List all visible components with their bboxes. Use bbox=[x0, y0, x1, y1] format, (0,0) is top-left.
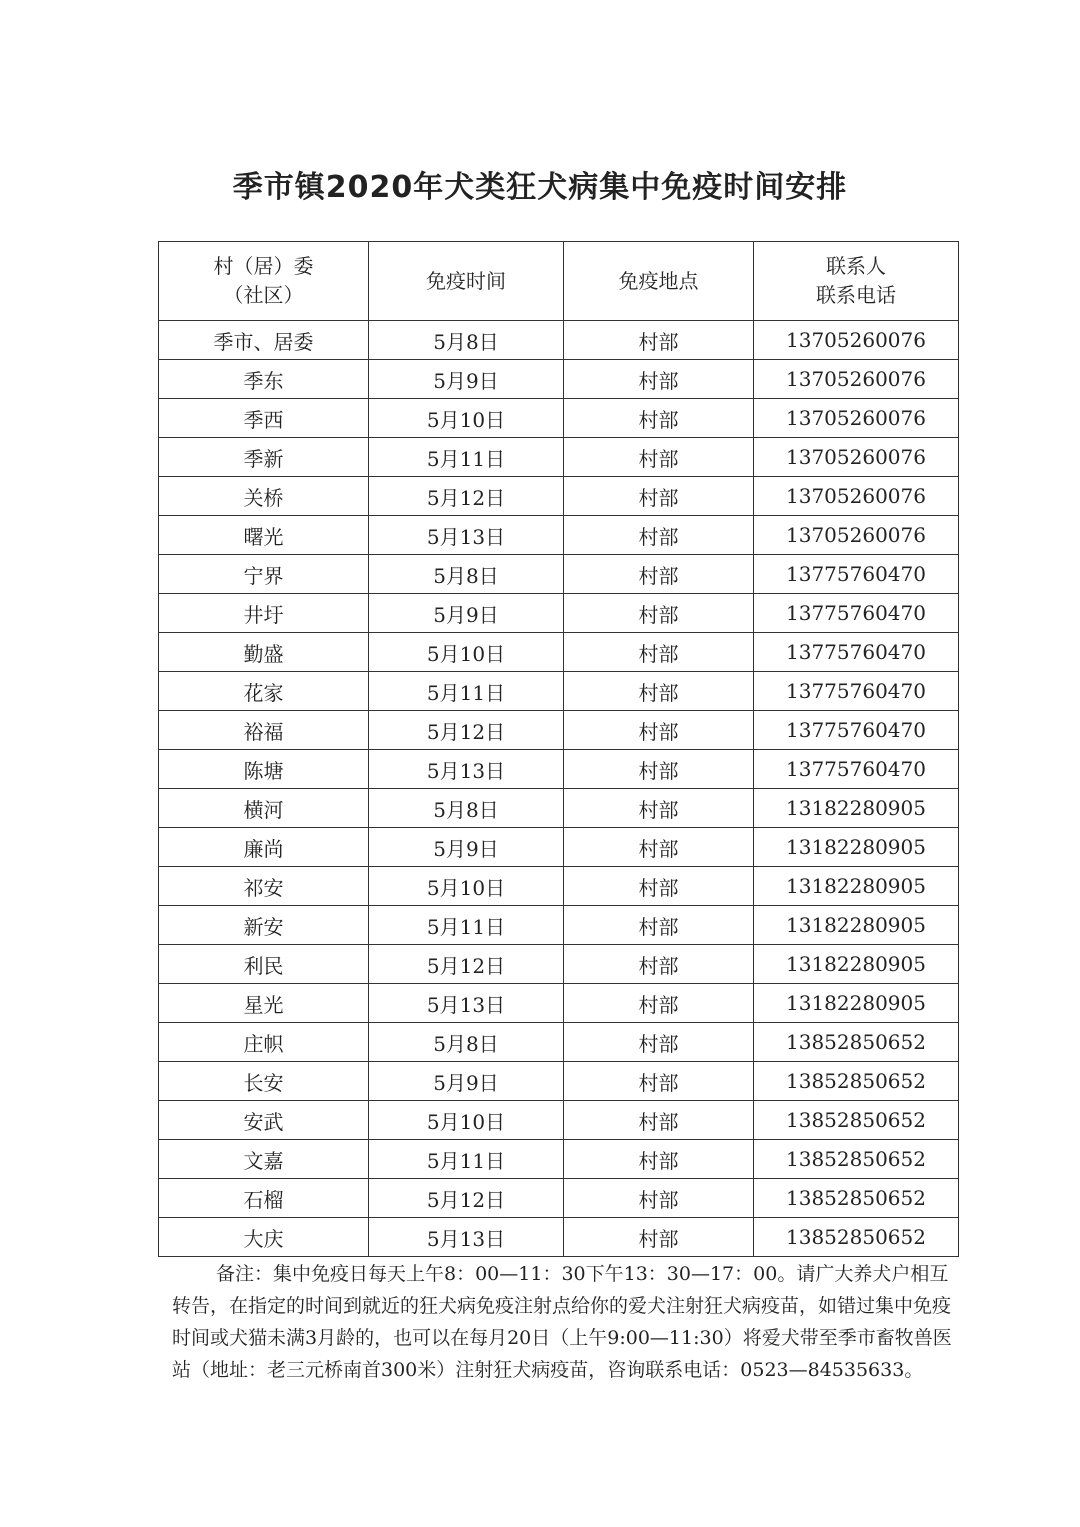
header-contact bbox=[754, 242, 959, 321]
cell-place: 村部 bbox=[564, 1023, 754, 1062]
cell-phone: 13775760470 bbox=[754, 594, 959, 633]
table-row bbox=[159, 945, 959, 984]
cell-village: 长安 bbox=[159, 1062, 369, 1101]
cell-place: 村部 bbox=[564, 360, 754, 399]
cell-village: 季新 bbox=[159, 438, 369, 477]
cell-phone: 13775760470 bbox=[754, 711, 959, 750]
cell-date: 5月10日 bbox=[369, 867, 564, 906]
cell-village: 石榴 bbox=[159, 1179, 369, 1218]
cell-date: 5月13日 bbox=[369, 1218, 564, 1257]
cell-date: 5月9日 bbox=[369, 594, 564, 633]
cell-village: 大庆 bbox=[159, 1218, 369, 1257]
table-row bbox=[159, 750, 959, 789]
cell-date: 5月11日 bbox=[369, 438, 564, 477]
cell-phone: 13182280905 bbox=[754, 945, 959, 984]
cell-phone: 13852850652 bbox=[754, 1140, 959, 1179]
table-body bbox=[159, 321, 959, 1257]
cell-place: 村部 bbox=[564, 594, 754, 633]
cell-village: 横河 bbox=[159, 789, 369, 828]
cell-place: 村部 bbox=[564, 789, 754, 828]
cell-village: 花家 bbox=[159, 672, 369, 711]
cell-phone: 13705260076 bbox=[754, 360, 959, 399]
cell-phone: 13775760470 bbox=[754, 633, 959, 672]
table-row bbox=[159, 1062, 959, 1101]
cell-village: 庄帜 bbox=[159, 1023, 369, 1062]
cell-phone: 13852850652 bbox=[754, 1062, 959, 1101]
cell-place: 村部 bbox=[564, 867, 754, 906]
cell-place: 村部 bbox=[564, 1140, 754, 1179]
cell-phone: 13852850652 bbox=[754, 1023, 959, 1062]
cell-date: 5月12日 bbox=[369, 477, 564, 516]
cell-date: 5月10日 bbox=[369, 399, 564, 438]
cell-phone: 13705260076 bbox=[754, 477, 959, 516]
table-row bbox=[159, 438, 959, 477]
header-village-line2: （社区） bbox=[223, 283, 304, 307]
cell-place: 村部 bbox=[564, 984, 754, 1023]
cell-village: 宁界 bbox=[159, 555, 369, 594]
cell-place: 村部 bbox=[564, 945, 754, 984]
table-row bbox=[159, 477, 959, 516]
header-village bbox=[159, 242, 369, 321]
table-row bbox=[159, 399, 959, 438]
header-contact-line2: 联系电话 bbox=[816, 283, 896, 307]
cell-village: 安武 bbox=[159, 1101, 369, 1140]
cell-village: 井圩 bbox=[159, 594, 369, 633]
cell-village: 季市、居委 bbox=[159, 321, 369, 360]
cell-date: 5月8日 bbox=[369, 555, 564, 594]
cell-village: 陈塘 bbox=[159, 750, 369, 789]
table-row bbox=[159, 867, 959, 906]
cell-place: 村部 bbox=[564, 906, 754, 945]
cell-village: 廉尚 bbox=[159, 828, 369, 867]
cell-phone: 13852850652 bbox=[754, 1179, 959, 1218]
cell-village: 曙光 bbox=[159, 516, 369, 555]
cell-date: 5月13日 bbox=[369, 516, 564, 555]
cell-village: 新安 bbox=[159, 906, 369, 945]
cell-phone: 13775760470 bbox=[754, 750, 959, 789]
cell-date: 5月8日 bbox=[369, 321, 564, 360]
table-row bbox=[159, 1140, 959, 1179]
cell-phone: 13705260076 bbox=[754, 321, 959, 360]
cell-phone: 13705260076 bbox=[754, 516, 959, 555]
table-row bbox=[159, 1218, 959, 1257]
cell-place: 村部 bbox=[564, 828, 754, 867]
cell-phone: 13852850652 bbox=[754, 1101, 959, 1140]
cell-date: 5月10日 bbox=[369, 1101, 564, 1140]
header-contact-line1: 联系人 bbox=[826, 254, 886, 278]
cell-date: 5月11日 bbox=[369, 1140, 564, 1179]
cell-village: 勤盛 bbox=[159, 633, 369, 672]
cell-date: 5月8日 bbox=[369, 789, 564, 828]
table-row bbox=[159, 516, 959, 555]
cell-place: 村部 bbox=[564, 1179, 754, 1218]
table-row bbox=[159, 321, 959, 360]
table-row bbox=[159, 594, 959, 633]
table-row bbox=[159, 672, 959, 711]
table-row bbox=[159, 633, 959, 672]
cell-date: 5月9日 bbox=[369, 1062, 564, 1101]
cell-phone: 13705260076 bbox=[754, 438, 959, 477]
cell-place: 村部 bbox=[564, 321, 754, 360]
table-row bbox=[159, 1023, 959, 1062]
cell-place: 村部 bbox=[564, 438, 754, 477]
cell-place: 村部 bbox=[564, 555, 754, 594]
header-date-label: 免疫时间 bbox=[426, 268, 506, 293]
cell-phone: 13182280905 bbox=[754, 867, 959, 906]
table-row bbox=[159, 360, 959, 399]
cell-date: 5月13日 bbox=[369, 750, 564, 789]
cell-place: 村部 bbox=[564, 711, 754, 750]
page-title: 季市镇2020年犬类狂犬病集中免疫时间安排 bbox=[232, 170, 848, 205]
header-place-label: 免疫地点 bbox=[618, 268, 699, 293]
cell-phone: 13852850652 bbox=[754, 1218, 959, 1257]
cell-village: 季西 bbox=[159, 399, 369, 438]
cell-phone: 13775760470 bbox=[754, 555, 959, 594]
cell-place: 村部 bbox=[564, 1218, 754, 1257]
cell-phone: 13775760470 bbox=[754, 672, 959, 711]
cell-date: 5月8日 bbox=[369, 1023, 564, 1062]
cell-place: 村部 bbox=[564, 672, 754, 711]
cell-phone: 13705260076 bbox=[754, 399, 959, 438]
cell-date: 5月13日 bbox=[369, 984, 564, 1023]
header-date bbox=[369, 242, 564, 321]
cell-village: 祁安 bbox=[159, 867, 369, 906]
cell-place: 村部 bbox=[564, 633, 754, 672]
table-header-row bbox=[159, 242, 959, 321]
immunization-schedule-table bbox=[158, 241, 959, 1257]
cell-date: 5月12日 bbox=[369, 1179, 564, 1218]
cell-village: 星光 bbox=[159, 984, 369, 1023]
cell-phone: 13182280905 bbox=[754, 828, 959, 867]
table-row bbox=[159, 1101, 959, 1140]
table-row bbox=[159, 984, 959, 1023]
cell-phone: 13182280905 bbox=[754, 906, 959, 945]
cell-place: 村部 bbox=[564, 477, 754, 516]
cell-place: 村部 bbox=[564, 1062, 754, 1101]
cell-village: 裕福 bbox=[159, 711, 369, 750]
cell-date: 5月11日 bbox=[369, 672, 564, 711]
header-village-line1: 村（居）委 bbox=[213, 254, 314, 278]
cell-date: 5月12日 bbox=[369, 945, 564, 984]
cell-date: 5月9日 bbox=[369, 828, 564, 867]
cell-date: 5月10日 bbox=[369, 633, 564, 672]
table-row bbox=[159, 555, 959, 594]
remarks-note bbox=[172, 1258, 960, 1386]
cell-place: 村部 bbox=[564, 1101, 754, 1140]
cell-village: 文嘉 bbox=[159, 1140, 369, 1179]
cell-date: 5月11日 bbox=[369, 906, 564, 945]
cell-phone: 13182280905 bbox=[754, 984, 959, 1023]
cell-date: 5月9日 bbox=[369, 360, 564, 399]
header-place bbox=[564, 242, 754, 321]
cell-place: 村部 bbox=[564, 750, 754, 789]
cell-phone: 13182280905 bbox=[754, 789, 959, 828]
cell-place: 村部 bbox=[564, 516, 754, 555]
table-row bbox=[159, 711, 959, 750]
cell-village: 关桥 bbox=[159, 477, 369, 516]
table-row bbox=[159, 789, 959, 828]
table-row bbox=[159, 906, 959, 945]
cell-date: 5月12日 bbox=[369, 711, 564, 750]
cell-village: 利民 bbox=[159, 945, 369, 984]
cell-village: 季东 bbox=[159, 360, 369, 399]
cell-place: 村部 bbox=[564, 399, 754, 438]
remarks-text: 备注：集中免疫日每天上午8：00—11：30下午13：30—17：00。请广大养犬户相互转告，在指定的时间到就近的狂犬病免疫注射点给你的爱犬注射狂犬病疫苗，如错过集中免疫时间或犬猫未满3月龄的，也可以在每月20日（上午9:00—11:30）将爱犬带至季市畜牧兽医站（地址：老三元桥南首300米）注射狂犬病疫苗，咨询联系电话：0523—84535633。 bbox=[172, 1263, 952, 1381]
table-row bbox=[159, 828, 959, 867]
table-row bbox=[159, 1179, 959, 1218]
